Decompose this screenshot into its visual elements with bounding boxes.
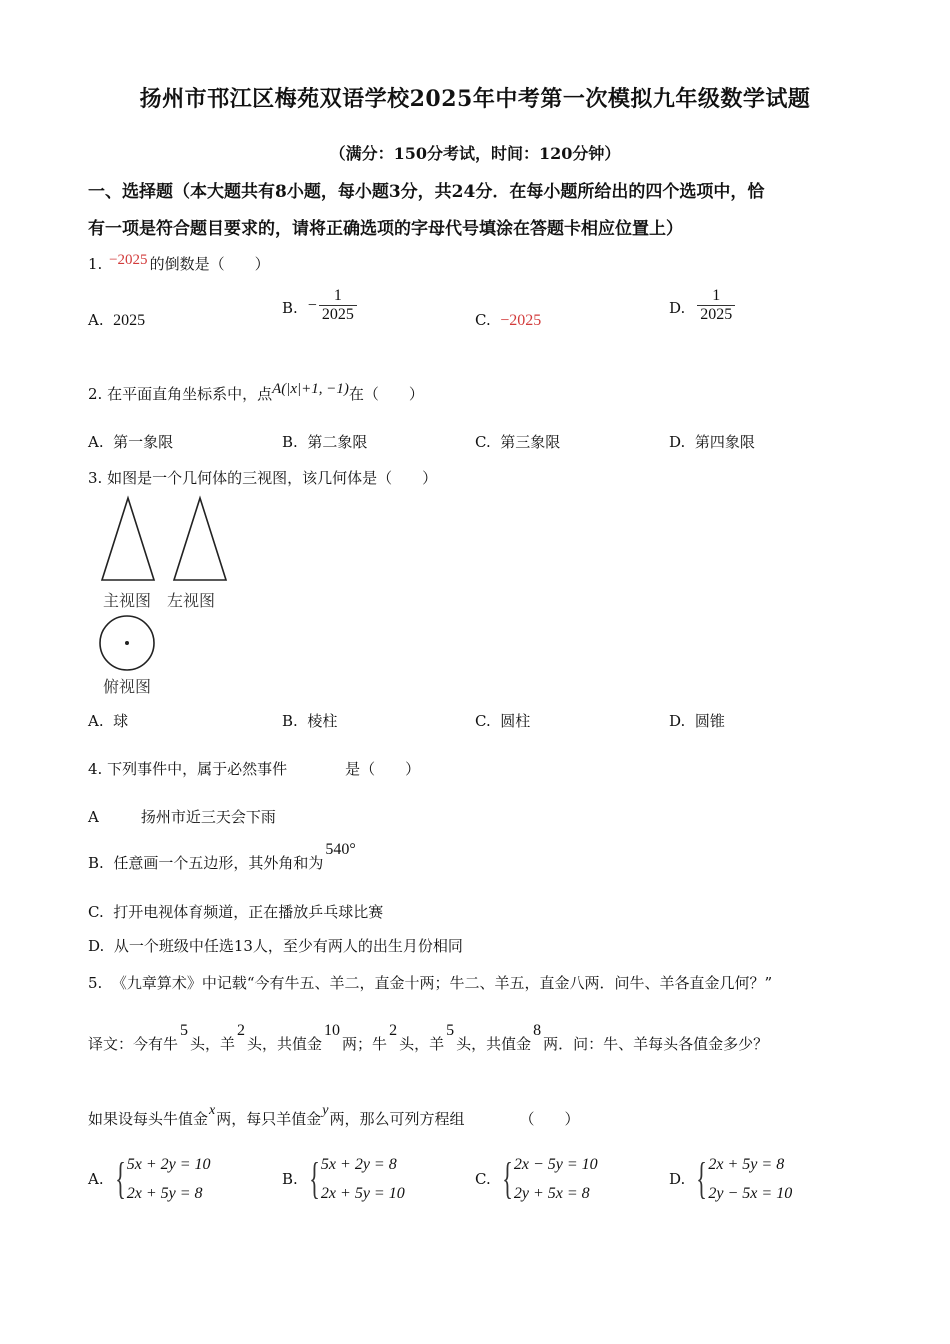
option-label: D.: [669, 433, 686, 451]
q5-translation: [88, 1022, 769, 1054]
q1-option-d[interactable]: [669, 287, 735, 325]
equation-2: 2x + 5y = 10: [320, 1185, 405, 1202]
equation-1: 2x − 5y = 10: [513, 1156, 598, 1173]
q1-option-c[interactable]: [475, 311, 541, 330]
option-label: D.: [669, 298, 686, 317]
option-label: A.: [88, 311, 104, 329]
numerator: 1: [712, 287, 721, 304]
q5-option-c[interactable]: [475, 1150, 598, 1208]
option-value: 棱柱: [307, 712, 338, 730]
equation-system: [110, 1150, 211, 1208]
equation-2: 2y − 5x = 10: [708, 1185, 793, 1202]
variable-x: x: [209, 1103, 216, 1118]
top-view-figure: [98, 614, 158, 674]
option-label: C.: [475, 712, 491, 730]
q2-option-c[interactable]: [475, 431, 560, 452]
option-label: C.: [475, 1170, 491, 1188]
text: 两；牛: [342, 1035, 388, 1053]
q3-option-c[interactable]: [475, 710, 530, 731]
option-value: 任意画一个五边形，其外角和为: [113, 854, 324, 872]
front-view-triangle: [102, 498, 154, 580]
q4-option-a[interactable]: [88, 806, 276, 827]
option-label: A.: [88, 433, 104, 451]
option-label: C.: [475, 311, 491, 329]
fraction: [697, 287, 735, 325]
option-value: 圆锥: [694, 712, 725, 730]
top-view-center-dot: [125, 641, 129, 645]
question-1: [88, 253, 270, 274]
q5-line1: 《九章算术》中记载“今有牛五、羊二，直金十两；牛二、羊五，直金八两．问牛、羊各直金几何？”: [111, 974, 773, 992]
text: （ ）: [519, 1110, 580, 1128]
question-4: [88, 758, 420, 779]
section-header-line1: 一、选择题（本大题共有8小题，每小题3分，共24分．在每小题所给出的四个选项中，恰: [88, 182, 765, 202]
option-label: B.: [282, 433, 298, 451]
equation-1: 5x + 2y = 10: [126, 1156, 211, 1173]
number: 10: [324, 1022, 341, 1039]
option-value: 球: [113, 712, 129, 730]
option-label: B.: [282, 1170, 298, 1188]
q2-option-a[interactable]: [88, 431, 173, 452]
question-5: [88, 972, 772, 993]
left-view-caption: 左视图: [167, 591, 216, 610]
number: 5: [446, 1022, 455, 1039]
brace: {: [114, 1154, 126, 1203]
option-value: 第一象限: [113, 433, 174, 451]
option-value: 圆柱: [500, 712, 531, 730]
option-label: C.: [475, 433, 491, 451]
option-value: −2025: [500, 312, 542, 329]
equation-system: [304, 1150, 405, 1208]
option-label: B.: [88, 854, 104, 872]
q2-point-expression: A(|x|+1, −1): [272, 381, 349, 397]
q2-text-before: 在平面直角坐标系中，点: [107, 385, 273, 403]
question-number: 5.: [88, 974, 103, 992]
question-number: 3.: [88, 469, 103, 487]
text: 两．问：牛、羊每头各值金多少？: [543, 1035, 769, 1053]
question-2: [88, 383, 424, 404]
number: 2: [389, 1022, 398, 1039]
text: 头，羊: [399, 1035, 445, 1053]
text: 译文：今有牛: [88, 1035, 179, 1053]
q5-option-a[interactable]: [88, 1150, 211, 1208]
denominator: 2025: [697, 305, 735, 324]
q5-option-d[interactable]: [669, 1150, 792, 1208]
equation-system: [691, 1150, 792, 1208]
left-view-triangle: [174, 498, 226, 580]
q4-text-b: 是（ ）: [345, 760, 421, 778]
number: 8: [533, 1022, 542, 1039]
exam-info: （满分：150分考试，时间：120分钟）: [329, 144, 621, 163]
option-label: A.: [88, 1170, 104, 1188]
top-view-caption: 俯视图: [103, 677, 152, 696]
q5-option-b[interactable]: [282, 1150, 405, 1208]
q1-option-b[interactable]: [282, 287, 357, 325]
page-title: 扬州市邗江区梅苑双语学校2025年中考第一次模拟九年级数学试题: [139, 86, 811, 112]
brace: {: [696, 1154, 708, 1203]
equation-1: 2x + 5y = 8: [708, 1156, 785, 1173]
text: 如果设每头牛值金: [88, 1110, 209, 1128]
q3-option-d[interactable]: [669, 710, 725, 731]
number: 2: [237, 1022, 246, 1039]
option-label: B.: [282, 298, 298, 317]
q3-option-a[interactable]: [88, 710, 128, 731]
question-3: [88, 467, 437, 488]
option-label: B.: [282, 712, 298, 730]
q5-setup: [88, 1103, 580, 1129]
q4-option-d[interactable]: [88, 935, 463, 956]
angle-expression: 540°: [325, 841, 356, 858]
option-label: C.: [88, 903, 104, 921]
option-value: 打开电视体育频道，正在播放乒乓球比赛: [113, 903, 384, 921]
option-value: 第三象限: [500, 433, 561, 451]
equation-system: [497, 1150, 598, 1208]
brace: {: [502, 1154, 513, 1203]
q2-option-b[interactable]: [282, 431, 367, 452]
section-header-line2: 有一项是符合题目要求的，请将正确选项的字母代号填涂在答题卡相应位置上）: [88, 219, 683, 239]
option-value: 扬州市近三天会下雨: [140, 808, 276, 826]
option-value: 第四象限: [694, 433, 755, 451]
text: 头，羊: [190, 1035, 236, 1053]
q1-option-a[interactable]: [88, 311, 145, 330]
q3-text: 如图是一个几何体的三视图，该几何体是（ ）: [107, 469, 438, 487]
question-number: 2.: [88, 385, 103, 403]
q3-option-b[interactable]: [282, 710, 337, 731]
equation-2: 2x + 5y = 8: [126, 1185, 203, 1202]
denominator: 2025: [319, 305, 357, 324]
variable-y: y: [322, 1103, 329, 1118]
option-label: A: [88, 808, 99, 826]
q1-expression: −2025: [109, 252, 148, 268]
option-value: 从一个班级中任选13人，至少有两人的出生月份相同: [113, 937, 463, 955]
fraction: [319, 287, 357, 325]
brace: {: [309, 1154, 320, 1203]
numerator: 1: [333, 287, 342, 304]
option-value: 第二象限: [307, 433, 368, 451]
option-label: D.: [669, 712, 686, 730]
option-label: D.: [88, 937, 105, 955]
equation-1: 5x + 2y = 8: [320, 1156, 397, 1173]
q4-option-b[interactable]: [88, 841, 358, 873]
text: 两，每只羊值金: [216, 1110, 322, 1128]
text: 头，共值金: [456, 1035, 532, 1053]
question-number: 1.: [88, 255, 103, 273]
question-number: 4.: [88, 760, 103, 778]
q4-text-a: 下列事件中，属于必然事件: [107, 760, 288, 778]
option-label: D.: [669, 1170, 686, 1188]
three-view-figure-top-row: [98, 494, 238, 586]
number: 5: [180, 1022, 189, 1039]
minus-sign: −: [307, 296, 317, 314]
q2-option-d[interactable]: [669, 431, 755, 452]
text: 两，那么可列方程组: [329, 1110, 465, 1128]
q2-text-after: 在（ ）: [348, 385, 424, 403]
option-label: A.: [88, 712, 104, 730]
option-value: 2025: [113, 312, 146, 329]
front-view-caption: 主视图: [103, 591, 152, 610]
q1-text: 的倒数是（ ）: [149, 255, 270, 273]
q4-option-c[interactable]: [88, 901, 383, 922]
equation-2: 2y + 5x = 8: [513, 1185, 590, 1202]
text: 头，共值金: [247, 1035, 323, 1053]
